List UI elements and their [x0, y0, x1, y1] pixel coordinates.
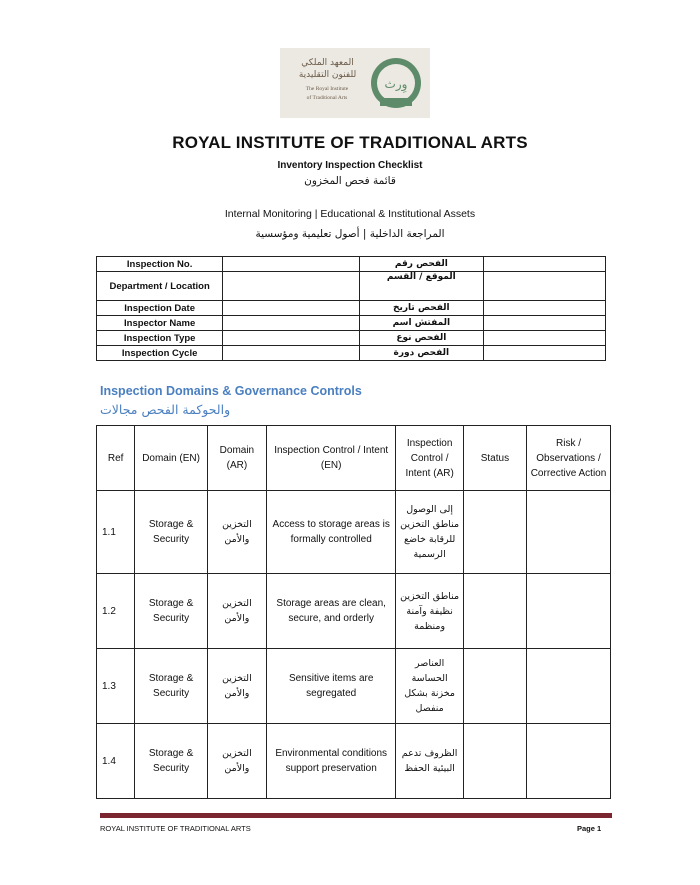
info-value-field[interactable] — [223, 331, 360, 346]
header-domain-ar: Domain (AR) — [207, 426, 266, 491]
document-subtitle: Inventory Inspection Checklist — [277, 160, 423, 171]
info-label-arabic: الفحص رقم — [359, 257, 483, 272]
cell-ref: 1.3 — [97, 649, 135, 724]
info-row — [97, 346, 606, 361]
emblem-icon — [368, 54, 424, 112]
cell-domain-ar: التخزين والأمن — [207, 491, 266, 574]
info-value-field-arabic[interactable] — [483, 272, 605, 301]
info-row — [97, 331, 606, 346]
table-row — [97, 574, 611, 649]
cell-risk[interactable] — [527, 724, 611, 799]
cell-control-ar: الظروف تدعم البيئية الحفظ — [396, 724, 463, 799]
cell-domain-en: Storage & Security — [135, 491, 208, 574]
cell-risk[interactable] — [527, 574, 611, 649]
info-label: Inspector Name — [97, 316, 223, 331]
cell-domain-en: Storage & Security — [135, 724, 208, 799]
table-row — [97, 649, 611, 724]
info-row — [97, 272, 606, 301]
cell-status[interactable] — [463, 574, 526, 649]
info-value-field-arabic[interactable] — [483, 331, 605, 346]
header-domain-en: Domain (EN) — [135, 426, 208, 491]
header-ref: Ref — [97, 426, 135, 491]
info-value-field-arabic[interactable] — [483, 257, 605, 272]
info-row — [97, 301, 606, 316]
info-value-field-arabic[interactable] — [483, 346, 605, 361]
table-header-row — [97, 426, 611, 491]
page-number: Page 1 — [577, 824, 602, 833]
info-value-field-arabic[interactable] — [483, 316, 605, 331]
logo-arabic-line-2: للفنون التقليدية — [298, 70, 357, 80]
info-label: Inspection Type — [97, 331, 223, 346]
section-heading: Inspection Domains & Governance Controls — [100, 384, 362, 398]
table-row — [97, 491, 611, 574]
cell-control-en: Access to storage areas is formally controlled — [266, 491, 396, 574]
footer-divider — [100, 813, 612, 818]
info-label: Inspection No. — [97, 257, 223, 272]
cell-risk[interactable] — [527, 491, 611, 574]
cell-control-en: Storage areas are clean, secure, and orderly — [266, 574, 396, 649]
logo-english-line-2: of Traditional Arts — [306, 95, 348, 101]
cell-domain-en: Storage & Security — [135, 574, 208, 649]
cell-status[interactable] — [463, 724, 526, 799]
cell-domain-ar: التخزين والأمن — [207, 724, 266, 799]
document-subtitle-arabic: قائمة فحص المخزون — [304, 175, 396, 187]
footer-institute-name: ROYAL INSTITUTE OF TRADITIONAL ARTS — [100, 824, 251, 833]
info-label-arabic: الفحص نوع — [359, 331, 483, 346]
info-label: Department / Location — [97, 272, 223, 301]
info-value-field[interactable] — [223, 316, 360, 331]
cell-domain-ar: التخزين والأمن — [207, 574, 266, 649]
emblem-text: وِرث — [384, 77, 408, 91]
inspection-controls-table — [96, 425, 611, 799]
info-value-field[interactable] — [223, 272, 360, 301]
cell-status[interactable] — [463, 649, 526, 724]
logo-english-line-1: The Royal Institute — [305, 86, 349, 92]
cell-ref: 1.1 — [97, 491, 135, 574]
institute-logo — [280, 48, 430, 118]
info-value-field[interactable] — [223, 301, 360, 316]
cell-status[interactable] — [463, 491, 526, 574]
header-control-en: Inspection Control / Intent (EN) — [266, 426, 396, 491]
info-label-arabic: الفحص دورة — [359, 346, 483, 361]
document-title: ROYAL INSTITUTE OF TRADITIONAL ARTS — [172, 133, 528, 152]
cell-control-en: Environmental conditions support preservation — [266, 724, 396, 799]
cell-domain-ar: التخزين والأمن — [207, 649, 266, 724]
cell-control-ar: إلى الوصول مناطق التخزين للرقابة خاضع الرسمية — [396, 491, 463, 574]
info-row — [97, 257, 606, 272]
info-label-arabic: الموقع / القسم — [359, 272, 483, 301]
header-status: Status — [463, 426, 526, 491]
scope-line: Internal Monitoring | Educational & Institutional Assets — [224, 208, 476, 220]
info-label: Inspection Cycle — [97, 346, 223, 361]
header-risk: Risk / Observations / Corrective Action — [527, 426, 611, 491]
info-label-arabic: الفحص تاريخ — [359, 301, 483, 316]
table-row — [97, 724, 611, 799]
cell-domain-en: Storage & Security — [135, 649, 208, 724]
section-heading-arabic: والحوكمة الفحص مجالات — [100, 402, 231, 417]
info-value-field[interactable] — [223, 257, 360, 272]
info-value-field[interactable] — [223, 346, 360, 361]
cell-ref: 1.2 — [97, 574, 135, 649]
info-label-arabic: المفتش اسم — [359, 316, 483, 331]
cell-ref: 1.4 — [97, 724, 135, 799]
info-value-field-arabic[interactable] — [483, 301, 605, 316]
info-row — [97, 316, 606, 331]
cell-risk[interactable] — [527, 649, 611, 724]
scope-line-arabic: المراجعة الداخلية | أصول تعليمية ومؤسسية — [255, 228, 445, 240]
inspection-info-table — [96, 256, 606, 361]
cell-control-ar: العناصر الحساسة مخزنة بشكل منفصل — [396, 649, 463, 724]
logo-arabic-line-1: المعهد الملكي — [301, 58, 354, 68]
cell-control-en: Sensitive items are segregated — [266, 649, 396, 724]
cell-control-ar: مناطق التخزين نظيفة وآمنة ومنظمة — [396, 574, 463, 649]
info-label: Inspection Date — [97, 301, 223, 316]
header-control-ar: Inspection Control / Intent (AR) — [396, 426, 463, 491]
